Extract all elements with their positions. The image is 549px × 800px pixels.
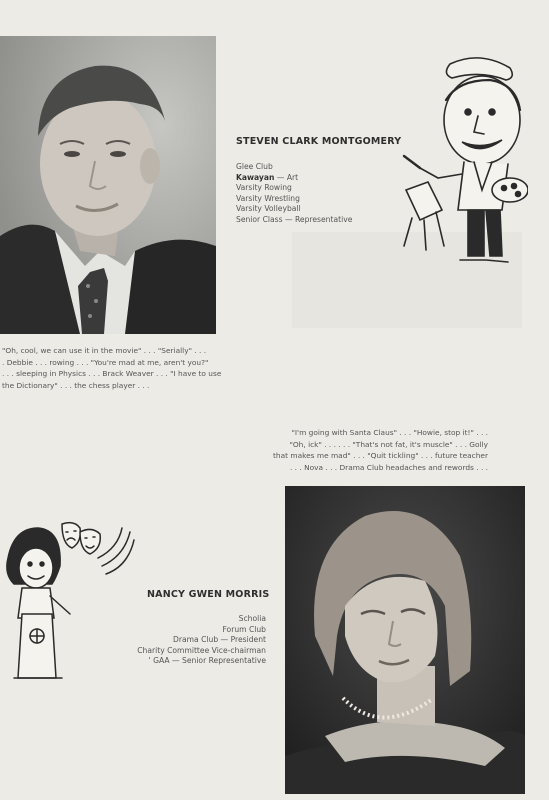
activities-list — [137, 614, 266, 667]
activity-item: Forum Club — [222, 624, 266, 634]
quote-line: . . . sleeping in Physics . . . Brack Weaver . . . "I have to use — [2, 369, 222, 378]
quote-line: . . . Nova . . . Drama Club headaches and rewords . . . — [289, 462, 488, 472]
steven-quote-block — [2, 345, 221, 391]
nancy-quote-block — [273, 427, 488, 473]
quote-line: the Dictionary" . . . the chess player . . . — [2, 380, 150, 390]
quote-line: "Oh, cool, we can use it in the movie" . . . "Serially" . . . — [2, 346, 207, 355]
activity-item — [236, 173, 352, 184]
activity-item: ' GAA — Senior Representative — [148, 656, 266, 665]
activity-item: Glee Club — [236, 162, 273, 171]
activity-item: Charity Committee Vice-chairman — [137, 645, 266, 655]
activity-item: Scholia — [238, 614, 266, 623]
quote-line: that makes me mad" . . . "Quit tickling" . . . future teacher — [273, 451, 488, 460]
activity-item: Varsity Volleyball — [236, 204, 301, 213]
steven-portrait-photo — [0, 36, 216, 334]
quote-line: . Debbie . . . rowing . . . "You're mad at me, aren't you?" — [2, 357, 209, 367]
quote-line: "I'm going with Santa Claus" . . . "Howie, stop it!" . . . — [291, 428, 488, 437]
nancy-caricature-drawing — [0, 518, 135, 688]
activity-item: Drama Club — President — [173, 635, 266, 644]
activity-item: Senior Class — Representative — [236, 214, 353, 224]
student-name: STEVEN CLARK MONTGOMERY — [236, 136, 402, 147]
activity-detail: — Art — [274, 172, 299, 182]
quote-line: "Oh, ick" . . . . . . "That's not fat, it's muscle" . . . Golly — [289, 439, 488, 449]
student-name: NANCY GWEN MORRIS — [147, 589, 270, 600]
steven-caricature-drawing — [398, 50, 528, 270]
nancy-portrait-photo — [285, 486, 525, 794]
activity-item: Varsity Wrestling — [236, 193, 300, 203]
activity-item: Varsity Rowing — [236, 183, 292, 192]
activity-bold-label: Kawayan — [236, 172, 275, 182]
activities-list — [236, 162, 352, 225]
